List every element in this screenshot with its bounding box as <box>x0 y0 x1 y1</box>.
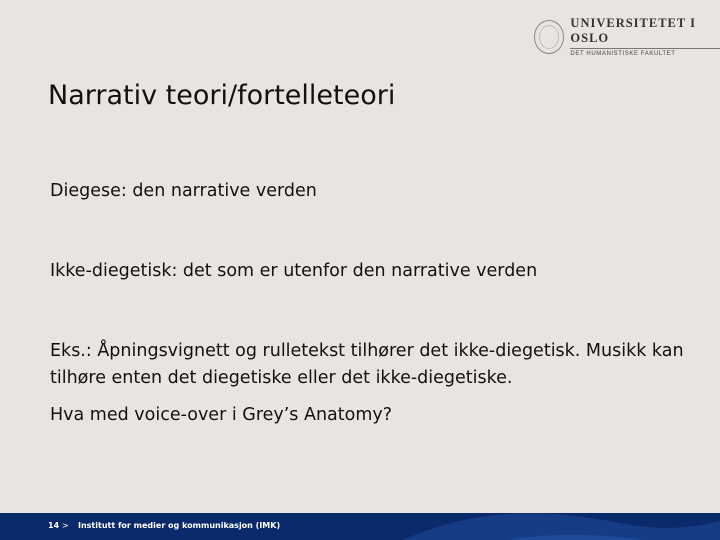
faculty-name: DET HUMANISTISKE FAKULTET <box>570 51 676 57</box>
university-name: UNIVERSITETET I OSLO <box>570 16 720 49</box>
footer-wave-decoration <box>360 513 720 540</box>
body-paragraph-4: Hva med voice-over i Grey’s Anatomy? <box>50 405 393 425</box>
institute-name: Institutt for medier og kommunikasjon (IMK) <box>78 521 281 530</box>
university-logo <box>534 16 720 57</box>
body-paragraph-1: Diegese: den narrative verden <box>50 181 317 201</box>
logo-text <box>570 16 720 57</box>
footer-bar <box>0 513 720 540</box>
footer-separator: > <box>62 521 69 530</box>
body-paragraph-2: Ikke-diegetisk: det som er utenfor den narrative verden <box>50 261 538 281</box>
slide-title: Narrativ teori/fortelleteori <box>48 80 396 111</box>
body-paragraph-3: Eks.: Åpningsvignett og rulletekst tilhører det ikke-diegetisk. Musikk kan tilhøre enten det diegetiske eller det ikke-diegetiske. <box>50 341 684 388</box>
university-seal-icon <box>534 20 564 54</box>
page-number: 14 <box>48 521 60 530</box>
